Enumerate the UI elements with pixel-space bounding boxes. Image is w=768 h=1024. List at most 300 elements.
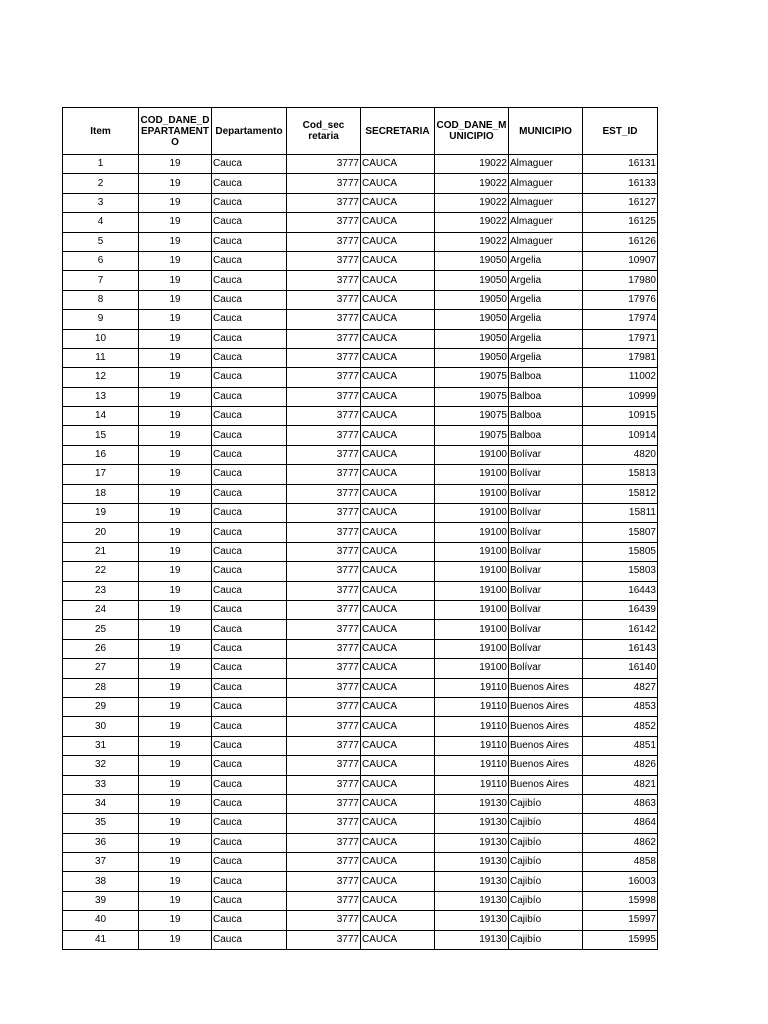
cell-est-id: 11002 bbox=[583, 368, 658, 387]
cell-municipio: Argelia bbox=[509, 290, 583, 309]
cell-municipio: Cajibío bbox=[509, 911, 583, 930]
cell-municipio: Cajibío bbox=[509, 794, 583, 813]
cell-secretaria: CAUCA bbox=[361, 736, 435, 755]
cell-departamento: Cauca bbox=[212, 329, 287, 348]
cell-municipio: Bolívar bbox=[509, 445, 583, 464]
cell-municipio: Bolívar bbox=[509, 600, 583, 619]
cell-municipio: Buenos Aires bbox=[509, 736, 583, 755]
cell-est-id: 16142 bbox=[583, 620, 658, 639]
cell-item: 15 bbox=[63, 426, 139, 445]
cell-item: 1 bbox=[63, 155, 139, 174]
cell-item: 27 bbox=[63, 659, 139, 678]
cell-item: 35 bbox=[63, 814, 139, 833]
cell-municipio: Bolívar bbox=[509, 465, 583, 484]
cell-cod-dane-departamento: 19 bbox=[139, 484, 212, 503]
cell-secretaria: CAUCA bbox=[361, 174, 435, 193]
cell-secretaria: CAUCA bbox=[361, 213, 435, 232]
cell-item: 25 bbox=[63, 620, 139, 639]
cell-cod-dane-departamento: 19 bbox=[139, 659, 212, 678]
cell-municipio: Buenos Aires bbox=[509, 717, 583, 736]
cell-secretaria: CAUCA bbox=[361, 542, 435, 561]
cell-item: 37 bbox=[63, 853, 139, 872]
cell-cod-secretaria: 3777 bbox=[287, 174, 361, 193]
cell-est-id: 4863 bbox=[583, 794, 658, 813]
cell-cod-dane-departamento: 19 bbox=[139, 368, 212, 387]
cell-cod-dane-municipio: 19130 bbox=[435, 930, 509, 949]
cell-cod-secretaria: 3777 bbox=[287, 426, 361, 445]
cell-item: 24 bbox=[63, 600, 139, 619]
cell-item: 13 bbox=[63, 387, 139, 406]
cell-est-id: 4864 bbox=[583, 814, 658, 833]
cell-cod-dane-departamento: 19 bbox=[139, 756, 212, 775]
cell-cod-secretaria: 3777 bbox=[287, 407, 361, 426]
cell-cod-secretaria: 3777 bbox=[287, 232, 361, 251]
cell-municipio: Argelia bbox=[509, 329, 583, 348]
cell-est-id: 10999 bbox=[583, 387, 658, 406]
table-row bbox=[63, 523, 658, 542]
cell-est-id: 15997 bbox=[583, 911, 658, 930]
cell-item: 39 bbox=[63, 891, 139, 910]
cell-est-id: 4827 bbox=[583, 678, 658, 697]
cell-secretaria: CAUCA bbox=[361, 251, 435, 270]
table-row bbox=[63, 484, 658, 503]
table-body bbox=[63, 155, 658, 950]
data-table bbox=[62, 107, 658, 950]
cell-departamento: Cauca bbox=[212, 736, 287, 755]
cell-est-id: 4821 bbox=[583, 775, 658, 794]
cell-municipio: Bolívar bbox=[509, 659, 583, 678]
cell-departamento: Cauca bbox=[212, 833, 287, 852]
cell-cod-dane-departamento: 19 bbox=[139, 523, 212, 542]
cell-cod-dane-municipio: 19100 bbox=[435, 600, 509, 619]
cell-cod-dane-departamento: 19 bbox=[139, 407, 212, 426]
cell-cod-secretaria: 3777 bbox=[287, 523, 361, 542]
cell-cod-dane-departamento: 19 bbox=[139, 329, 212, 348]
cell-municipio: Cajibío bbox=[509, 872, 583, 891]
cell-municipio: Bolívar bbox=[509, 504, 583, 523]
cell-cod-dane-municipio: 19075 bbox=[435, 387, 509, 406]
cell-est-id: 16133 bbox=[583, 174, 658, 193]
cell-est-id: 10915 bbox=[583, 407, 658, 426]
cell-est-id: 17980 bbox=[583, 271, 658, 290]
table-row bbox=[63, 620, 658, 639]
cell-cod-dane-departamento: 19 bbox=[139, 853, 212, 872]
cell-cod-secretaria: 3777 bbox=[287, 581, 361, 600]
cell-est-id: 17976 bbox=[583, 290, 658, 309]
cell-cod-dane-municipio: 19130 bbox=[435, 891, 509, 910]
cell-cod-secretaria: 3777 bbox=[287, 193, 361, 212]
cell-item: 23 bbox=[63, 581, 139, 600]
cell-cod-secretaria: 3777 bbox=[287, 562, 361, 581]
cell-secretaria: CAUCA bbox=[361, 639, 435, 658]
cell-secretaria: CAUCA bbox=[361, 445, 435, 464]
cell-cod-dane-municipio: 19075 bbox=[435, 368, 509, 387]
cell-cod-dane-departamento: 19 bbox=[139, 465, 212, 484]
cell-cod-dane-municipio: 19022 bbox=[435, 213, 509, 232]
cell-cod-dane-municipio: 19130 bbox=[435, 794, 509, 813]
cell-secretaria: CAUCA bbox=[361, 523, 435, 542]
cell-secretaria: CAUCA bbox=[361, 600, 435, 619]
cell-est-id: 17981 bbox=[583, 348, 658, 367]
cell-departamento: Cauca bbox=[212, 600, 287, 619]
cell-municipio: Bolívar bbox=[509, 620, 583, 639]
cell-departamento: Cauca bbox=[212, 542, 287, 561]
cell-cod-dane-municipio: 19110 bbox=[435, 756, 509, 775]
cell-cod-dane-municipio: 19110 bbox=[435, 736, 509, 755]
cell-cod-dane-municipio: 19050 bbox=[435, 271, 509, 290]
cell-departamento: Cauca bbox=[212, 174, 287, 193]
cell-est-id: 16443 bbox=[583, 581, 658, 600]
cell-cod-dane-municipio: 19100 bbox=[435, 581, 509, 600]
cell-cod-secretaria: 3777 bbox=[287, 853, 361, 872]
cell-cod-dane-municipio: 19050 bbox=[435, 310, 509, 329]
cell-municipio: Almaguer bbox=[509, 193, 583, 212]
cell-departamento: Cauca bbox=[212, 717, 287, 736]
cell-cod-secretaria: 3777 bbox=[287, 930, 361, 949]
table-row bbox=[63, 465, 658, 484]
table-row bbox=[63, 387, 658, 406]
cell-cod-secretaria: 3777 bbox=[287, 794, 361, 813]
cell-secretaria: CAUCA bbox=[361, 891, 435, 910]
cell-item: 9 bbox=[63, 310, 139, 329]
cell-departamento: Cauca bbox=[212, 775, 287, 794]
cell-item: 41 bbox=[63, 930, 139, 949]
cell-cod-dane-municipio: 19022 bbox=[435, 232, 509, 251]
cell-cod-dane-departamento: 19 bbox=[139, 911, 212, 930]
cell-departamento: Cauca bbox=[212, 930, 287, 949]
cell-departamento: Cauca bbox=[212, 794, 287, 813]
cell-item: 19 bbox=[63, 504, 139, 523]
cell-municipio: Buenos Aires bbox=[509, 756, 583, 775]
cell-cod-secretaria: 3777 bbox=[287, 484, 361, 503]
cell-departamento: Cauca bbox=[212, 426, 287, 445]
cell-est-id: 15995 bbox=[583, 930, 658, 949]
cell-est-id: 10907 bbox=[583, 251, 658, 270]
cell-municipio: Balboa bbox=[509, 387, 583, 406]
cell-est-id: 4862 bbox=[583, 833, 658, 852]
cell-cod-dane-departamento: 19 bbox=[139, 542, 212, 561]
cell-secretaria: CAUCA bbox=[361, 504, 435, 523]
cell-municipio: Buenos Aires bbox=[509, 678, 583, 697]
cell-cod-dane-municipio: 19100 bbox=[435, 620, 509, 639]
cell-municipio: Bolívar bbox=[509, 562, 583, 581]
cell-departamento: Cauca bbox=[212, 271, 287, 290]
cell-secretaria: CAUCA bbox=[361, 678, 435, 697]
cell-departamento: Cauca bbox=[212, 407, 287, 426]
cell-cod-secretaria: 3777 bbox=[287, 756, 361, 775]
cell-departamento: Cauca bbox=[212, 523, 287, 542]
cell-cod-dane-departamento: 19 bbox=[139, 872, 212, 891]
cell-municipio: Buenos Aires bbox=[509, 775, 583, 794]
table-row bbox=[63, 814, 658, 833]
cell-est-id: 15805 bbox=[583, 542, 658, 561]
cell-municipio: Bolívar bbox=[509, 542, 583, 561]
cell-cod-dane-departamento: 19 bbox=[139, 155, 212, 174]
cell-cod-secretaria: 3777 bbox=[287, 697, 361, 716]
table-row bbox=[63, 290, 658, 309]
cell-departamento: Cauca bbox=[212, 251, 287, 270]
cell-cod-dane-municipio: 19130 bbox=[435, 872, 509, 891]
cell-cod-dane-departamento: 19 bbox=[139, 833, 212, 852]
cell-municipio: Almaguer bbox=[509, 232, 583, 251]
cell-departamento: Cauca bbox=[212, 232, 287, 251]
cell-cod-dane-departamento: 19 bbox=[139, 290, 212, 309]
cell-municipio: Cajibío bbox=[509, 833, 583, 852]
header-secretaria: SECRETARIA bbox=[361, 108, 435, 155]
table-row bbox=[63, 775, 658, 794]
table-row bbox=[63, 445, 658, 464]
cell-departamento: Cauca bbox=[212, 310, 287, 329]
cell-est-id: 4858 bbox=[583, 853, 658, 872]
cell-item: 21 bbox=[63, 542, 139, 561]
table-row bbox=[63, 659, 658, 678]
table-row bbox=[63, 756, 658, 775]
cell-municipio: Almaguer bbox=[509, 213, 583, 232]
table-row bbox=[63, 872, 658, 891]
cell-cod-secretaria: 3777 bbox=[287, 290, 361, 309]
cell-item: 5 bbox=[63, 232, 139, 251]
cell-item: 32 bbox=[63, 756, 139, 775]
cell-cod-secretaria: 3777 bbox=[287, 504, 361, 523]
cell-secretaria: CAUCA bbox=[361, 930, 435, 949]
cell-municipio: Argelia bbox=[509, 251, 583, 270]
cell-departamento: Cauca bbox=[212, 445, 287, 464]
cell-cod-dane-municipio: 19130 bbox=[435, 911, 509, 930]
cell-cod-dane-departamento: 19 bbox=[139, 717, 212, 736]
cell-item: 16 bbox=[63, 445, 139, 464]
cell-cod-secretaria: 3777 bbox=[287, 891, 361, 910]
cell-municipio: Buenos Aires bbox=[509, 697, 583, 716]
cell-cod-dane-departamento: 19 bbox=[139, 504, 212, 523]
table-row bbox=[63, 930, 658, 949]
cell-cod-secretaria: 3777 bbox=[287, 814, 361, 833]
cell-cod-secretaria: 3777 bbox=[287, 620, 361, 639]
header-cod-dane-municipio: COD_DANE_MUNICIPIO bbox=[435, 108, 509, 155]
cell-cod-secretaria: 3777 bbox=[287, 445, 361, 464]
cell-secretaria: CAUCA bbox=[361, 193, 435, 212]
cell-departamento: Cauca bbox=[212, 756, 287, 775]
cell-cod-dane-departamento: 19 bbox=[139, 814, 212, 833]
cell-est-id: 4851 bbox=[583, 736, 658, 755]
cell-departamento: Cauca bbox=[212, 814, 287, 833]
cell-item: 30 bbox=[63, 717, 139, 736]
cell-item: 14 bbox=[63, 407, 139, 426]
cell-cod-secretaria: 3777 bbox=[287, 213, 361, 232]
cell-secretaria: CAUCA bbox=[361, 911, 435, 930]
table-row bbox=[63, 193, 658, 212]
cell-est-id: 16131 bbox=[583, 155, 658, 174]
cell-item: 11 bbox=[63, 348, 139, 367]
table-row bbox=[63, 174, 658, 193]
cell-secretaria: CAUCA bbox=[361, 872, 435, 891]
cell-item: 18 bbox=[63, 484, 139, 503]
cell-cod-dane-municipio: 19075 bbox=[435, 407, 509, 426]
cell-departamento: Cauca bbox=[212, 290, 287, 309]
table-row bbox=[63, 853, 658, 872]
cell-cod-dane-municipio: 19100 bbox=[435, 542, 509, 561]
table-row bbox=[63, 155, 658, 174]
cell-secretaria: CAUCA bbox=[361, 814, 435, 833]
cell-cod-dane-departamento: 19 bbox=[139, 213, 212, 232]
cell-est-id: 15803 bbox=[583, 562, 658, 581]
cell-municipio: Argelia bbox=[509, 310, 583, 329]
cell-departamento: Cauca bbox=[212, 697, 287, 716]
cell-cod-dane-municipio: 19050 bbox=[435, 290, 509, 309]
cell-secretaria: CAUCA bbox=[361, 775, 435, 794]
cell-municipio: Almaguer bbox=[509, 155, 583, 174]
cell-cod-secretaria: 3777 bbox=[287, 600, 361, 619]
cell-cod-secretaria: 3777 bbox=[287, 678, 361, 697]
cell-cod-dane-departamento: 19 bbox=[139, 426, 212, 445]
cell-est-id: 15813 bbox=[583, 465, 658, 484]
cell-cod-dane-departamento: 19 bbox=[139, 930, 212, 949]
table-row bbox=[63, 717, 658, 736]
cell-secretaria: CAUCA bbox=[361, 620, 435, 639]
cell-cod-secretaria: 3777 bbox=[287, 775, 361, 794]
cell-item: 29 bbox=[63, 697, 139, 716]
table-row bbox=[63, 833, 658, 852]
table-row bbox=[63, 891, 658, 910]
cell-secretaria: CAUCA bbox=[361, 348, 435, 367]
header-cod-dane-departamento: COD_DANE_DEPARTAMENTO bbox=[139, 108, 212, 155]
cell-cod-secretaria: 3777 bbox=[287, 659, 361, 678]
table-row bbox=[63, 329, 658, 348]
cell-item: 7 bbox=[63, 271, 139, 290]
cell-cod-dane-departamento: 19 bbox=[139, 620, 212, 639]
cell-est-id: 17971 bbox=[583, 329, 658, 348]
cell-cod-dane-departamento: 19 bbox=[139, 310, 212, 329]
cell-cod-dane-municipio: 19050 bbox=[435, 251, 509, 270]
cell-departamento: Cauca bbox=[212, 504, 287, 523]
cell-cod-secretaria: 3777 bbox=[287, 368, 361, 387]
header-cod-secretaria: Cod_secretaria bbox=[287, 108, 361, 155]
cell-cod-dane-municipio: 19100 bbox=[435, 523, 509, 542]
cell-departamento: Cauca bbox=[212, 620, 287, 639]
cell-cod-dane-departamento: 19 bbox=[139, 600, 212, 619]
cell-item: 26 bbox=[63, 639, 139, 658]
cell-secretaria: CAUCA bbox=[361, 581, 435, 600]
cell-item: 40 bbox=[63, 911, 139, 930]
header-est-id: EST_ID bbox=[583, 108, 658, 155]
cell-est-id: 16003 bbox=[583, 872, 658, 891]
cell-cod-secretaria: 3777 bbox=[287, 155, 361, 174]
cell-item: 22 bbox=[63, 562, 139, 581]
cell-departamento: Cauca bbox=[212, 911, 287, 930]
table-row bbox=[63, 232, 658, 251]
cell-secretaria: CAUCA bbox=[361, 290, 435, 309]
cell-secretaria: CAUCA bbox=[361, 717, 435, 736]
cell-cod-dane-municipio: 19100 bbox=[435, 659, 509, 678]
table-row bbox=[63, 581, 658, 600]
cell-cod-secretaria: 3777 bbox=[287, 911, 361, 930]
cell-municipio: Bolívar bbox=[509, 523, 583, 542]
cell-cod-dane-departamento: 19 bbox=[139, 387, 212, 406]
cell-secretaria: CAUCA bbox=[361, 756, 435, 775]
cell-secretaria: CAUCA bbox=[361, 697, 435, 716]
cell-municipio: Argelia bbox=[509, 348, 583, 367]
cell-item: 17 bbox=[63, 465, 139, 484]
cell-cod-dane-municipio: 19130 bbox=[435, 833, 509, 852]
cell-est-id: 16439 bbox=[583, 600, 658, 619]
cell-secretaria: CAUCA bbox=[361, 794, 435, 813]
cell-cod-dane-departamento: 19 bbox=[139, 348, 212, 367]
table-row bbox=[63, 251, 658, 270]
cell-item: 36 bbox=[63, 833, 139, 852]
cell-est-id: 4826 bbox=[583, 756, 658, 775]
cell-item: 31 bbox=[63, 736, 139, 755]
cell-item: 2 bbox=[63, 174, 139, 193]
cell-municipio: Cajibío bbox=[509, 853, 583, 872]
cell-cod-secretaria: 3777 bbox=[287, 872, 361, 891]
cell-departamento: Cauca bbox=[212, 193, 287, 212]
cell-cod-dane-municipio: 19100 bbox=[435, 639, 509, 658]
cell-cod-dane-departamento: 19 bbox=[139, 697, 212, 716]
cell-cod-dane-municipio: 19100 bbox=[435, 445, 509, 464]
cell-cod-dane-departamento: 19 bbox=[139, 736, 212, 755]
cell-departamento: Cauca bbox=[212, 639, 287, 658]
cell-item: 34 bbox=[63, 794, 139, 813]
cell-item: 33 bbox=[63, 775, 139, 794]
cell-cod-dane-departamento: 19 bbox=[139, 794, 212, 813]
cell-municipio: Argelia bbox=[509, 271, 583, 290]
cell-secretaria: CAUCA bbox=[361, 310, 435, 329]
header-municipio: MUNICIPIO bbox=[509, 108, 583, 155]
cell-cod-dane-municipio: 19110 bbox=[435, 717, 509, 736]
spreadsheet bbox=[62, 107, 658, 950]
table-row bbox=[63, 678, 658, 697]
table-row bbox=[63, 600, 658, 619]
cell-cod-dane-municipio: 19075 bbox=[435, 426, 509, 445]
cell-municipio: Bolívar bbox=[509, 639, 583, 658]
cell-cod-dane-departamento: 19 bbox=[139, 445, 212, 464]
header-item: Item bbox=[63, 108, 139, 155]
cell-municipio: Cajibío bbox=[509, 930, 583, 949]
cell-cod-secretaria: 3777 bbox=[287, 251, 361, 270]
cell-cod-dane-departamento: 19 bbox=[139, 678, 212, 697]
cell-departamento: Cauca bbox=[212, 581, 287, 600]
cell-cod-dane-departamento: 19 bbox=[139, 251, 212, 270]
cell-item: 38 bbox=[63, 872, 139, 891]
cell-cod-dane-municipio: 19050 bbox=[435, 348, 509, 367]
cell-cod-dane-municipio: 19100 bbox=[435, 562, 509, 581]
cell-departamento: Cauca bbox=[212, 891, 287, 910]
cell-est-id: 4820 bbox=[583, 445, 658, 464]
header-row bbox=[63, 108, 658, 155]
cell-departamento: Cauca bbox=[212, 659, 287, 678]
cell-item: 28 bbox=[63, 678, 139, 697]
table-row bbox=[63, 407, 658, 426]
header-departamento: Departamento bbox=[212, 108, 287, 155]
cell-est-id: 4852 bbox=[583, 717, 658, 736]
cell-cod-secretaria: 3777 bbox=[287, 348, 361, 367]
cell-departamento: Cauca bbox=[212, 387, 287, 406]
cell-departamento: Cauca bbox=[212, 465, 287, 484]
cell-departamento: Cauca bbox=[212, 155, 287, 174]
cell-secretaria: CAUCA bbox=[361, 484, 435, 503]
cell-departamento: Cauca bbox=[212, 348, 287, 367]
cell-secretaria: CAUCA bbox=[361, 426, 435, 445]
table-row bbox=[63, 562, 658, 581]
table-row bbox=[63, 639, 658, 658]
cell-est-id: 4853 bbox=[583, 697, 658, 716]
cell-secretaria: CAUCA bbox=[361, 562, 435, 581]
cell-cod-dane-departamento: 19 bbox=[139, 639, 212, 658]
cell-cod-dane-departamento: 19 bbox=[139, 581, 212, 600]
cell-cod-dane-municipio: 19050 bbox=[435, 329, 509, 348]
cell-secretaria: CAUCA bbox=[361, 368, 435, 387]
cell-est-id: 15812 bbox=[583, 484, 658, 503]
table-row bbox=[63, 736, 658, 755]
